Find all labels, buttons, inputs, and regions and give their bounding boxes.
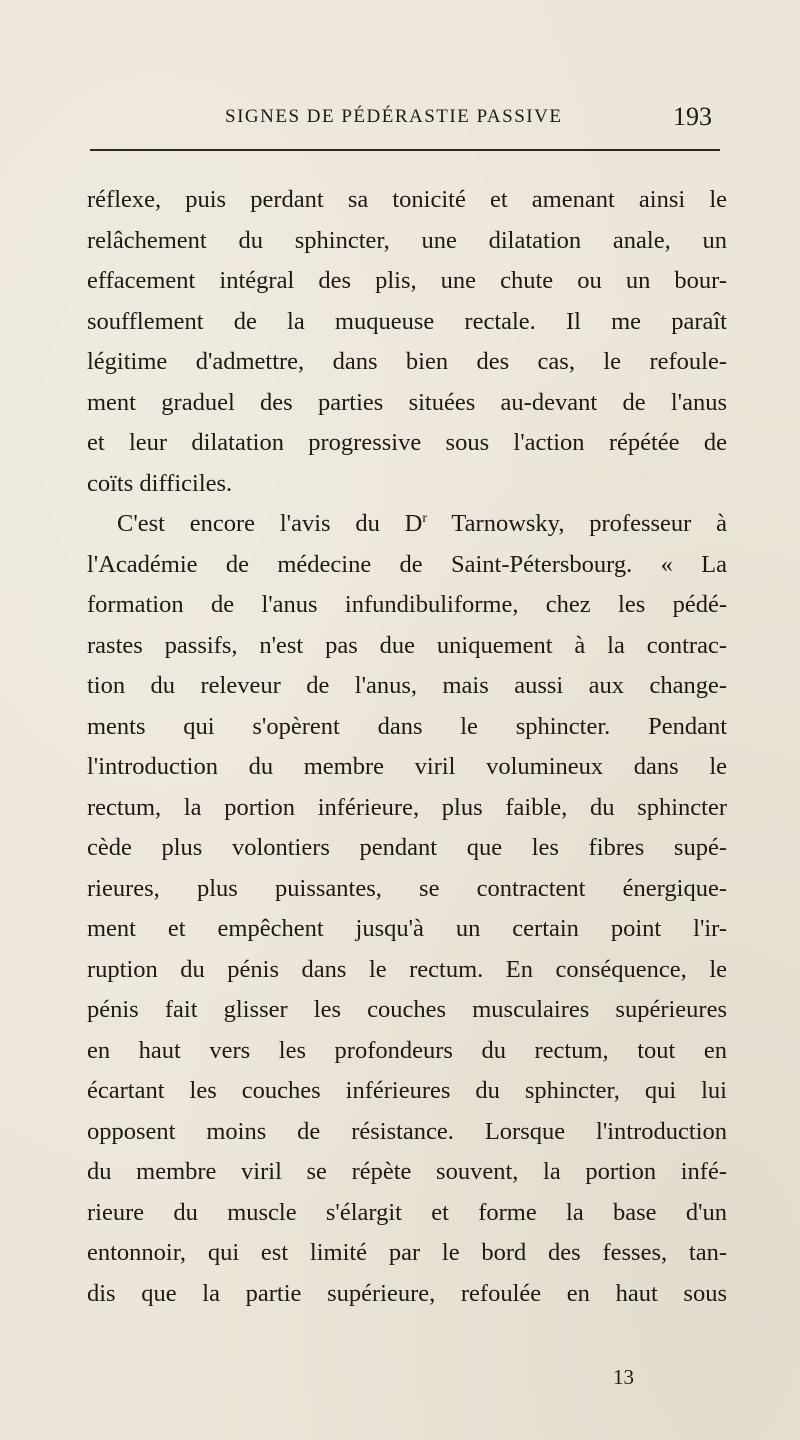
text-line: réflexe, puis perdant sa tonicité et amenant ainsi le — [87, 186, 727, 213]
text-line: l'Académie de médecine de Saint-Pétersbourg. « La — [87, 550, 727, 578]
text-fragment: C'est encore l'avis du D — [117, 510, 423, 537]
text-line: tion du releveur de l'anus, mais aussi aux change- — [87, 672, 727, 699]
text-line: coïts difficiles. — [87, 469, 233, 497]
text-line: l'introduction du membre viril volumineux dans le — [87, 753, 727, 780]
text-line: légitime d'admettre, dans bien des cas, le refoule- — [87, 348, 727, 375]
text-line: effacement intégral des plis, une chute ou un bour- — [87, 267, 727, 294]
text-line: soufflement de la muqueuse rectale. Il me paraît — [87, 307, 727, 335]
text-line: rieures, plus puissantes, se contractent énergique- — [87, 874, 727, 902]
text-line: opposent moins de résistance. Lorsque l'introduction — [87, 1117, 727, 1145]
text-line: et leur dilatation progressive sous l'action répétée de — [87, 429, 727, 456]
text-line: entonnoir, qui est limité par le bord des fesses, tan- — [87, 1239, 727, 1266]
text-line: relâchement du sphincter, une dilatation anale, un — [87, 226, 727, 254]
page-header — [90, 102, 720, 136]
text-line: formation de l'anus infundibuliforme, chez les pédé- — [87, 591, 727, 618]
text-line: du membre viril se répète souvent, la portion infé- — [87, 1158, 727, 1185]
superscript: r — [422, 510, 428, 526]
text-line: rastes passifs, n'est pas due uniquement à la contrac- — [87, 631, 727, 659]
text-line: cède plus volontiers pendant que les fibres supé- — [87, 834, 727, 861]
running-head: SIGNES DE PÉDÉRASTIE PASSIVE — [225, 106, 563, 127]
text-line: rectum, la portion inférieure, plus faible, du sphincter — [87, 793, 727, 821]
text-line: ment graduel des parties situées au-devant de l'anus — [87, 388, 727, 416]
text-line: ment et empêchent jusqu'à un certain point l'ir- — [87, 915, 727, 942]
page-number: 193 — [673, 102, 712, 131]
text-line: ruption du pénis dans le rectum. En conséquence, le — [87, 955, 727, 983]
header-rule — [90, 149, 720, 151]
text-line: écartant les couches inférieures du sphincter, qui lui — [87, 1077, 727, 1104]
text-line-with-superscript — [87, 504, 727, 545]
text-line: pénis fait glisser les couches musculaires supérieures — [87, 996, 727, 1023]
signature-mark: 13 — [613, 1365, 634, 1389]
text-line: rieure du muscle s'élargit et forme la base d'un — [87, 1198, 727, 1226]
text-line: ments qui s'opèrent dans le sphincter. Pendant — [87, 712, 727, 740]
body-text — [87, 180, 727, 1314]
text-line: en haut vers les profondeurs du rectum, tout en — [87, 1036, 727, 1064]
text-fragment: Tarnowsky, professeur à — [427, 510, 727, 537]
text-line: dis que la partie supérieure, refoulée en haut sous — [87, 1279, 727, 1307]
